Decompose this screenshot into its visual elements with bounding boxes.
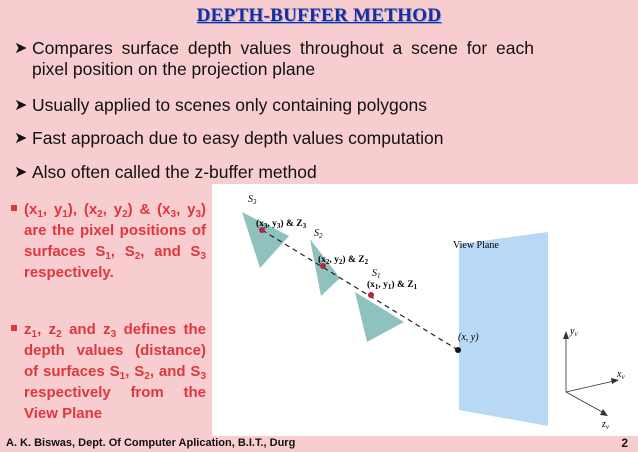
bullet-1-text: Compares surface depth values throughout a scene for each pixel position on the projection plane <box>32 38 534 79</box>
surface-s1 <box>355 292 404 342</box>
point-1 <box>368 292 374 298</box>
arrow-bullet-icon: ➤ <box>14 164 28 181</box>
label-s2: $S_2$ <box>314 228 323 240</box>
depth-buffer-diagram <box>212 184 638 436</box>
view-plane-point <box>455 347 461 353</box>
slide-footer: A. K. Biswas, Dept. Of Computer Aplication, B.I.T., Durg <box>6 437 296 449</box>
axis-zv <box>566 392 604 413</box>
label-yv: $y_v$ <box>570 326 578 338</box>
view-plane <box>459 232 548 426</box>
arrow-bullet-icon: ➤ <box>14 40 28 57</box>
side-bullet-depths-text: $z_1$, $z_2$ and $z_3$ defines the depth values (distance) of surfaces $S_1$, $S_2$, and $S_3$ respectively from the View Plane <box>24 321 206 422</box>
label-s1: $S_1$ <box>372 268 381 280</box>
bullet-2-text: Usually applied to scenes only containing polygons <box>32 95 427 115</box>
label-point-3: ($x_3$, $y_3$) & $Z_3$ <box>256 219 307 230</box>
arrow-bullet-icon: ➤ <box>14 97 28 114</box>
axis-zv-arrow <box>600 409 608 416</box>
label-point-2: ($x_2$, $y_2$) & $Z_2$ <box>318 255 369 266</box>
view-plane-label: View Plane <box>453 240 499 251</box>
label-xv: $x_v$ <box>617 369 625 381</box>
axis-xv <box>566 381 614 392</box>
diagram-svg <box>212 184 638 436</box>
bullet-2 <box>14 95 544 116</box>
square-bullet-icon <box>11 205 17 211</box>
side-bullet-positions <box>10 199 206 283</box>
page-number: 2 <box>621 436 628 450</box>
label-s3: $S_3$ <box>248 194 257 206</box>
side-bullet-depths <box>10 319 206 424</box>
label-point-1: ($x_1$, $y_1$) & $Z_1$ <box>367 280 418 291</box>
bullet-4-text: Also often called the z-buffer method <box>32 162 317 182</box>
slide-title: DEPTH-BUFFER METHOD <box>196 5 442 26</box>
side-bullet-positions-text: ($x_1$, $y_1$), ($x_2$, $y_2$) & ($x_3$, $y_3$) are the pixel positions of surfaces $S_1$, $S_2$, and $S_3$ respectively. <box>24 201 206 281</box>
label-zv: $z_v$ <box>602 419 610 431</box>
label-xy: (x, y) <box>458 332 479 343</box>
bullet-4 <box>14 162 544 183</box>
square-bullet-icon <box>11 325 17 331</box>
bullet-1 <box>14 38 544 80</box>
axis-yv-arrow <box>563 331 569 339</box>
bullet-3-text: Fast approach due to easy depth values computation <box>32 128 444 148</box>
bullet-3 <box>14 128 544 149</box>
arrow-bullet-icon: ➤ <box>14 130 28 147</box>
projection-line <box>262 230 458 350</box>
